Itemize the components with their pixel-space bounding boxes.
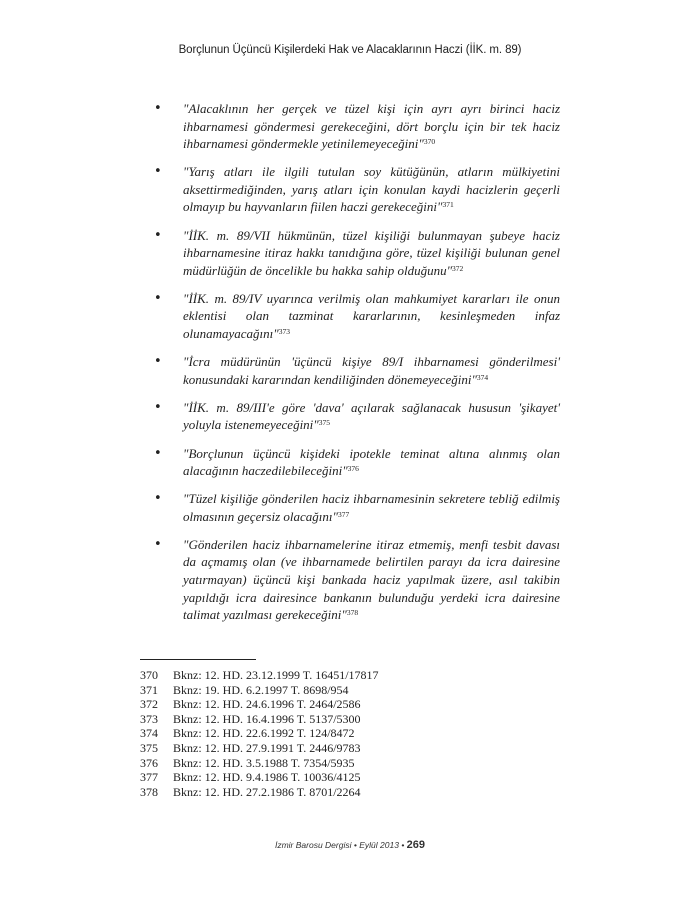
footnote-item [140, 668, 379, 683]
footnote-number: 378 [140, 784, 158, 799]
quote-text: "Alacaklının her gerçek ve tüzel kişi için ayrı ayrı birinci haciz ihbarnamesi göndermesi gerekeceğini, dört borçlu için bir tek haciz ihbarnamesi göndermekle yetinilemeyeceğini" [183, 101, 560, 152]
footnote-text: Bknz: 19. HD. 6.2.1997 T. 8698/954 [173, 682, 349, 697]
footnote-text: Bknz: 12. HD. 23.12.1999 T. 16451/17817 [173, 668, 379, 682]
list-item [150, 290, 560, 343]
footnote-text: Bknz: 12. HD. 3.5.1988 T. 7354/5935 [173, 755, 355, 770]
footnote-item [140, 683, 379, 698]
list-item [150, 227, 560, 280]
bullet-icon: • [154, 354, 162, 370]
footnote-number: 375 [140, 740, 158, 755]
footnote-number: 371 [140, 682, 158, 697]
quote-list [150, 100, 560, 634]
footnote-ref[interactable]: 372 [452, 263, 464, 273]
footnote-item [140, 741, 379, 756]
quote-text: "İİK. m. 89/IV uyarınca verilmiş olan mahkumiyet kararları ile onun eklentisi olan tazminat kararlarının, kesinleşmeden infaz olunamayacağını" [183, 290, 560, 342]
list-item [150, 536, 560, 624]
bullet-icon: • [154, 536, 162, 552]
journal-name: İzmir Barosu Dergisi [274, 840, 352, 850]
quote-text: "İcra müdürünün 'üçüncü kişiye 89/I ihbarnamesi gönderilmesi' konusundaki kararından kendiliğinden dönemeyeceğini" [183, 354, 560, 387]
footnote-number: 372 [140, 697, 158, 712]
running-header: Borçlunun Üçüncü Kişilerdeki Hak ve Alacaklarının Haczi (İİK. m. 89) [178, 44, 522, 56]
page-footer [0, 839, 700, 851]
footnote-number: 376 [140, 755, 158, 770]
bullet-icon: • [154, 101, 162, 116]
issue-date: Eylül 2013 [359, 840, 399, 850]
bullet-icon: • [154, 227, 162, 243]
footnote-item [140, 770, 379, 785]
footnote-ref[interactable]: 373 [278, 327, 290, 337]
footnote-item [140, 726, 379, 741]
footnote-ref[interactable]: 376 [347, 464, 359, 474]
footnote-item [140, 785, 379, 800]
footnote-ref[interactable]: 375 [318, 418, 331, 428]
footnote-number: 374 [140, 726, 158, 741]
bullet-icon: • [154, 491, 162, 507]
list-item [150, 399, 560, 434]
separator-icon: • [353, 840, 357, 850]
footnote-text: Bknz: 12. HD. 24.6.1996 T. 2464/2586 [173, 697, 361, 712]
footnote-number: 373 [140, 711, 158, 726]
bullet-icon: • [154, 164, 162, 180]
footnote-item [140, 697, 379, 712]
footnote-item [140, 712, 379, 727]
footnote-text: Bknz: 12. HD. 22.6.1992 T. 124/8472 [173, 726, 355, 741]
list-item [150, 353, 560, 388]
quote-text: "Borçlunun üçüncü kişideki ipotekle teminat altına alınmış olan alacağının haczedilebileceğini" [183, 445, 560, 479]
list-item [150, 100, 560, 153]
footnote-number: 370 [140, 668, 158, 682]
footnote-text: Bknz: 12. HD. 16.4.1996 T. 5137/5300 [173, 711, 361, 726]
list-item [150, 445, 560, 480]
quote-text: "İİK. m. 89/VII hükmünün, tüzel kişiliği bulunmayan şubeye haciz ihbarnamesine itiraz hakkı tanıdığına göre, tüzel kişiliği bulunan genel müdürlüğün de öncelikle bu hakka sahip olduğunu" [183, 227, 560, 278]
footnote-ref[interactable]: 370 [423, 137, 436, 147]
footnote-item [140, 756, 379, 771]
quote-text: "Tüzel kişiliğe gönderilen haciz ihbarnamesinin sekretere tebliğ edilmiş olmasının geçersiz olacağını" [183, 491, 560, 524]
footnote-divider [140, 659, 256, 660]
page-number: 269 [406, 839, 426, 851]
bullet-icon: • [154, 399, 162, 415]
footnote-text: Bknz: 12. HD. 27.9.1991 T. 2446/9783 [173, 740, 361, 755]
bullet-icon: • [154, 290, 162, 306]
footnote-number: 377 [140, 770, 158, 785]
footnote-list [140, 668, 379, 799]
quote-text: "Yarış atları ile ilgili tutulan soy kütüğünün, atların mülkiyetini aksettirmediğinden, yarış atları için konulan kaydi hacizlerin geçerli olmayıp bu hayvanların fiilen haczi gerekeceğini" [183, 164, 560, 215]
quote-text: "İİK. m. 89/III'e göre 'dava' açılarak sağlanacak hususun 'şikayet' yoluyla istenemeyeceğini" [183, 399, 560, 433]
footnote-text: Bknz: 12. HD. 9.4.1986 T. 10036/4125 [173, 770, 361, 785]
bullet-icon: • [154, 445, 162, 461]
footnote-ref[interactable]: 371 [442, 200, 454, 210]
footnote-ref[interactable]: 374 [476, 372, 489, 382]
footnote-text: Bknz: 12. HD. 27.2.1986 T. 8701/2264 [173, 784, 361, 799]
list-item [150, 490, 560, 525]
separator-icon: • [401, 840, 405, 850]
quote-text: "Gönderilen haciz ihbarnamelerine itiraz etmemiş, menfi tesbit davası da açmamış olan (ve ihbarnamede belirtilen parayı da icra dairesine yatırmayan) üçüncü kişi bankada haciz yapılmak üzere, asıl takibin yapıldığı icra dairesince bankanın bulunduğu yerdeki icra dairesine talimat yazılması gerekeceğini" [183, 536, 560, 623]
list-item [150, 163, 560, 216]
footnote-ref[interactable]: 377 [337, 509, 350, 519]
footnote-ref[interactable]: 378 [346, 608, 359, 618]
